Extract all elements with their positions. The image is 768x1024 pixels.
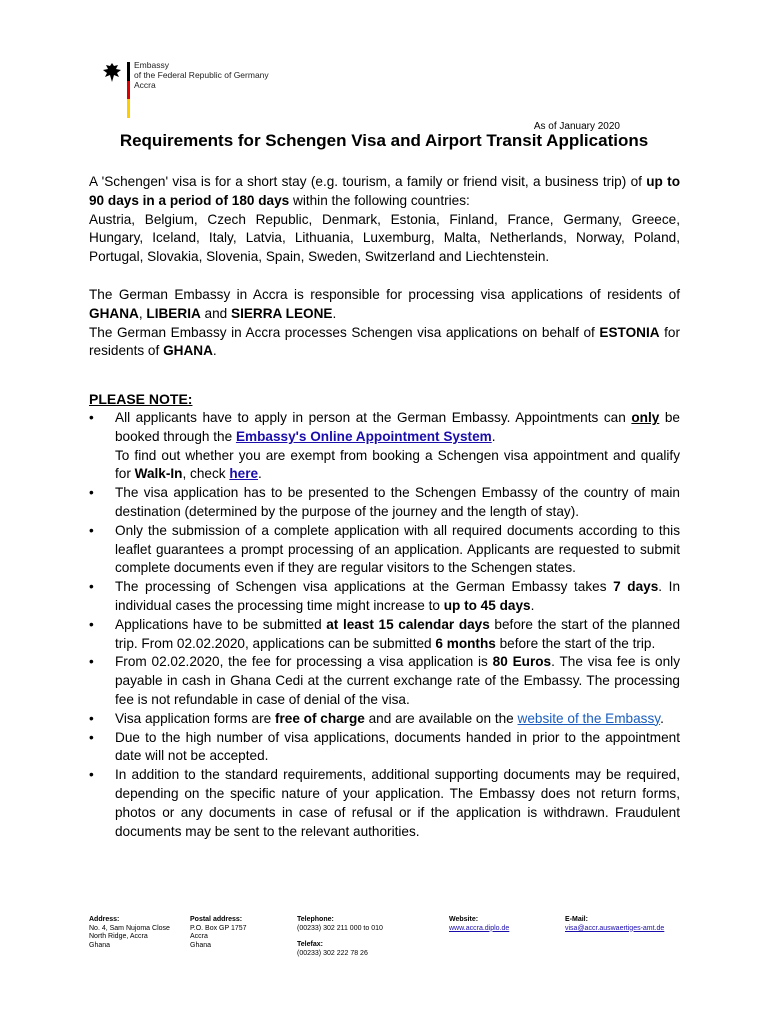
list-item: • Due to the high number of visa applications, documents handed in prior to the appointment date will not be accepted. [89,729,680,764]
org-line: Accra [134,80,156,90]
list-item: • Applications have to be submitted at least 15 calendar days before the start of the planned trip. From 02.02.2020, applications can be submitted 6 months before the start of the trip. [89,616,680,651]
footer-postal: Postal address: P.O. Box GP 1757 Accra Ghana [190,916,247,949]
footer-website: Website: www.accra.diplo.de [449,916,510,932]
list-item: • In addition to the standard requirements, additional supporting documents may be required, depending on the specific nature of your application. The Embassy does not return forms, photos or any documents in case of refusal or if the application is withdrawn. Fraudulent documents may be sent to the relevant authorities. [89,767,680,839]
appointment-system-link[interactable]: Embassy's Online Appointment System [235,428,492,444]
responsibility-paragraph: The German Embassy in Accra is responsible for processing visa applications of residents of GHANA, LIBERIA and SIERRA LEONE. The German Embassy in Accra processes Schengen visa applications on behalf of ESTONIA for residents of GHANA. [89,286,680,359]
embassy-logo [101,60,301,120]
walk-in-here-link[interactable]: here [229,466,259,482]
footer-address: Address: No. 4, Sam Nujoma Close North Ridge, Accra Ghana [89,916,170,949]
list-item: • The visa application has to be presented to the Schengen Embassy of the country of main destination (determined by the purpose of the journey and the length of stay). [89,485,680,519]
note-list [89,409,680,841]
footer-phone: Telephone: (00233) 302 211 000 to 010 Telefax: (00233) 302 222 78 26 [297,916,383,957]
website-link[interactable]: www.accra.diplo.de [449,924,510,932]
page-title: Requirements for Schengen Visa and Airport Transit Applications [119,131,649,150]
as-of-date: As of January 2020 [533,121,620,132]
countries-list: Austria, Belgium, Czech Republic, Denmark, Estonia, Finland, France, Germany, Greece, Hungary, Iceland, Italy, Latvia, Lithuania, Luxemburg, Malta, Netherlands, Norway, Poland, Portugal, Slovakia, Slovenia, Spain, Sweden, Switzerland and Liechtenstein. [89,211,680,265]
intro-paragraph: A 'Schengen' visa is for a short stay (e.g. tourism, a family or friend visit, a business trip) of up to 90 days in a period of 180 days within the following countries: Austria, Belgium, Czech Republic, Denmark, Estonia, Finland, France, Germany, Greece, Hungary, Iceland, Italy, Latvia, Lithuania, Luxemburg, Malta, Netherlands, Norway, Poland, Portugal, Slovakia, Slovenia, Spain, Sweden, Switzerland and Liechtenstein. [89,174,680,265]
list-item: • The processing of Schengen visa applications at the German Embassy takes 7 days. In individual cases the processing time might increase to up to 45 days. [89,579,681,613]
org-line: Embassy [134,60,169,70]
footer-email: E-Mail: visa@accr.auswaertiges-amt.de [565,916,665,932]
embassy-name [134,60,269,90]
org-line: of the Federal Republic of Germany [134,70,269,80]
flag-bar [127,62,130,118]
embassy-website-link[interactable]: website of the Embassy [517,710,661,726]
list-item: • All applicants have to apply in person at the German Embassy. Appointments can only be booked through the Embassy's Online Appointment System. To find out whether you are exempt from booking a Schengen visa appointment and qualify for Walk-In, check here. [89,409,680,482]
please-note-heading: PLEASE NOTE: [89,391,193,408]
list-item: • Only the submission of a complete application with all required documents according to this leaflet guarantees a prompt processing of an application. Applicants are requested to submit complete documents even if they are regular visitors to the Schengen states. [89,522,680,576]
list-item: • From 02.02.2020, the fee for processing a visa application is 80 Euros. The visa fee is only payable in cash in Ghana Cedi at the current exchange rate of the Embassy. The processing fee is not refundable in case of denial of the visa. [89,654,680,707]
federal-eagle-icon [101,62,123,84]
email-link[interactable]: visa@accr.auswaertiges-amt.de [565,924,665,932]
list-item: • Visa application forms are free of charge and are available on the website of the Embassy. [89,710,664,726]
document-body [89,173,680,841]
